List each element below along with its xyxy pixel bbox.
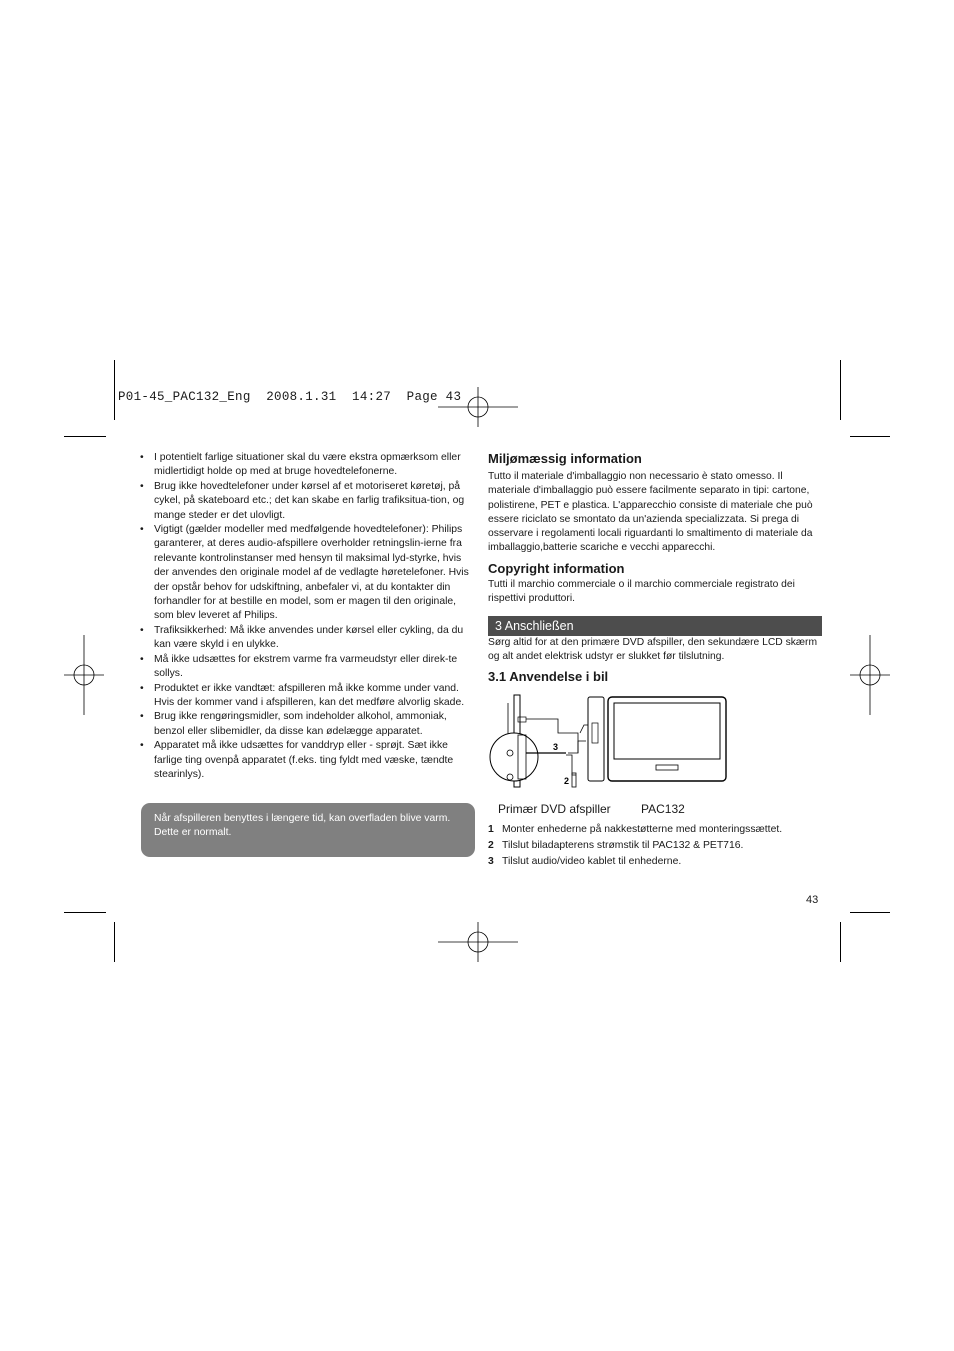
- print-slug: P01-45_PAC132_Eng 2008.1.31 14:27 Page 43: [118, 390, 462, 404]
- registration-mark-left: [64, 635, 104, 715]
- section-intro-text: Sørg altid for at den primære DVD afspiller, den sekundære LCD skærm og alt andet elektrisk udstyr er slukket før tilslutning.: [488, 637, 818, 663]
- section-heading-bar: 3 Anschließen: [488, 616, 822, 636]
- step-number: 3: [488, 856, 494, 867]
- callout-2: 2: [564, 776, 570, 786]
- page-number: 43: [806, 894, 819, 906]
- list-item: • Må ikke udsættes for ekstrem varme fra varmeudstyr eller direk-te sollys.: [140, 653, 475, 682]
- list-item: • Produktet er ikke vandtæt: afspilleren må ikke komme under vand. Hvis der kommer vand i afspilleren, kan det medføre alvorlig skade.: [140, 682, 475, 711]
- list-item: [488, 854, 822, 870]
- list-item: • Trafiksikkerhed: Må ikke anvendes under kørsel eller cykling, da du kan være skyld i en ulykke.: [140, 624, 475, 653]
- env-heading: Miljømæssig information: [488, 451, 642, 466]
- step-number: 2: [488, 840, 494, 851]
- caption-pac132: PAC132: [641, 802, 685, 816]
- list-item: • Apparatet må ikke udsættes for vanddryp eller - sprøjt. Sæt ikke farlige ting ovenpå apparatet (f.eks. ting fyldt med væske, tændte stearinlys).: [140, 739, 475, 782]
- subsection-heading: 3.1 Anvendelse i bil: [488, 669, 609, 684]
- registration-mark-bottom: [438, 922, 518, 962]
- list-item: [488, 838, 822, 854]
- monitor-front: [608, 697, 726, 781]
- step-text: Tilslut audio/video kablet til enhederne.: [502, 856, 682, 867]
- left-column: [140, 451, 475, 782]
- list-item: • Vigtigt (gælder modeller med medfølgende hovedtelefoner): Philips garanterer, at deres audio-afspillere overholder retningslin-ierne fra relevante kontrolinstanser med hensyn til maksimal lyd-styrke, hvis der anvendes den originale model af de vedlagte høretelefoner. Hvis der opstår behov for udskiftning, anbefaler vi, at du kontakter din forhandler for at bestille en model, som er magen til den originale, som blev leveret af Philips.: [140, 523, 475, 624]
- magnified-detail-circle: [490, 733, 538, 781]
- list-item: • Brug ikke hovedtelefoner under kørsel af et motoriseret køretøj, på cykel, på skateboard etc.; det kan skabe en farlig trafiksitua-tion, og mange steder er det ulovligt.: [140, 480, 475, 523]
- connection-diagram: [488, 693, 730, 793]
- callout-3: 3: [553, 742, 559, 752]
- steps-list: [488, 822, 822, 870]
- list-item: [488, 822, 822, 838]
- env-text: Tutto il materiale d'imballaggio non necessario è stato omesso. Il materiale d'imballaggio può essere facilmente separato in tipi: cartone, polistirene, PET e plastica. L'apparecchio consiste di materiale che può essere riciclato se smontato da un'azienda specializzata. Si prega di osservare i regolamenti locali riguardanti lo smaltimento di materiale da imballaggio,batterie scariche e vecchi apparecchi.: [488, 471, 813, 554]
- step-text: Monter enhederne på nakkestøtterne med monteringssættet.: [502, 824, 783, 835]
- right-column: [488, 451, 822, 606]
- list-item: • I potentielt farlige situationer skal du være ekstra opmærksom eller midlertidigt holde op med at bruge hovedtelefonerne.: [140, 451, 475, 480]
- list-item: • Brug ikke rengøringsmidler, som indeholder alkohol, ammoniak, benzol eller slibemidler, da disse kan ødelægge apparatet.: [140, 710, 475, 739]
- step-number: 1: [488, 824, 494, 835]
- copyright-heading: Copyright information: [488, 560, 625, 576]
- copyright-text: Tutti il marchio commerciale o il marchio commerciale registrato dei rispettivi produttori.: [488, 578, 795, 605]
- monitor-side: [588, 697, 604, 781]
- caption-dvd-player: Primær DVD afspiller: [498, 802, 611, 816]
- step-text: Tilslut biladapterens strømstik til PAC132 & PET716.: [502, 840, 744, 851]
- safety-bullet-list: [140, 451, 475, 782]
- registration-mark-right: [850, 635, 890, 715]
- note-box: Når afspilleren benyttes i længere tid, kan overfladen blive varm. Dette er normalt.: [141, 803, 475, 857]
